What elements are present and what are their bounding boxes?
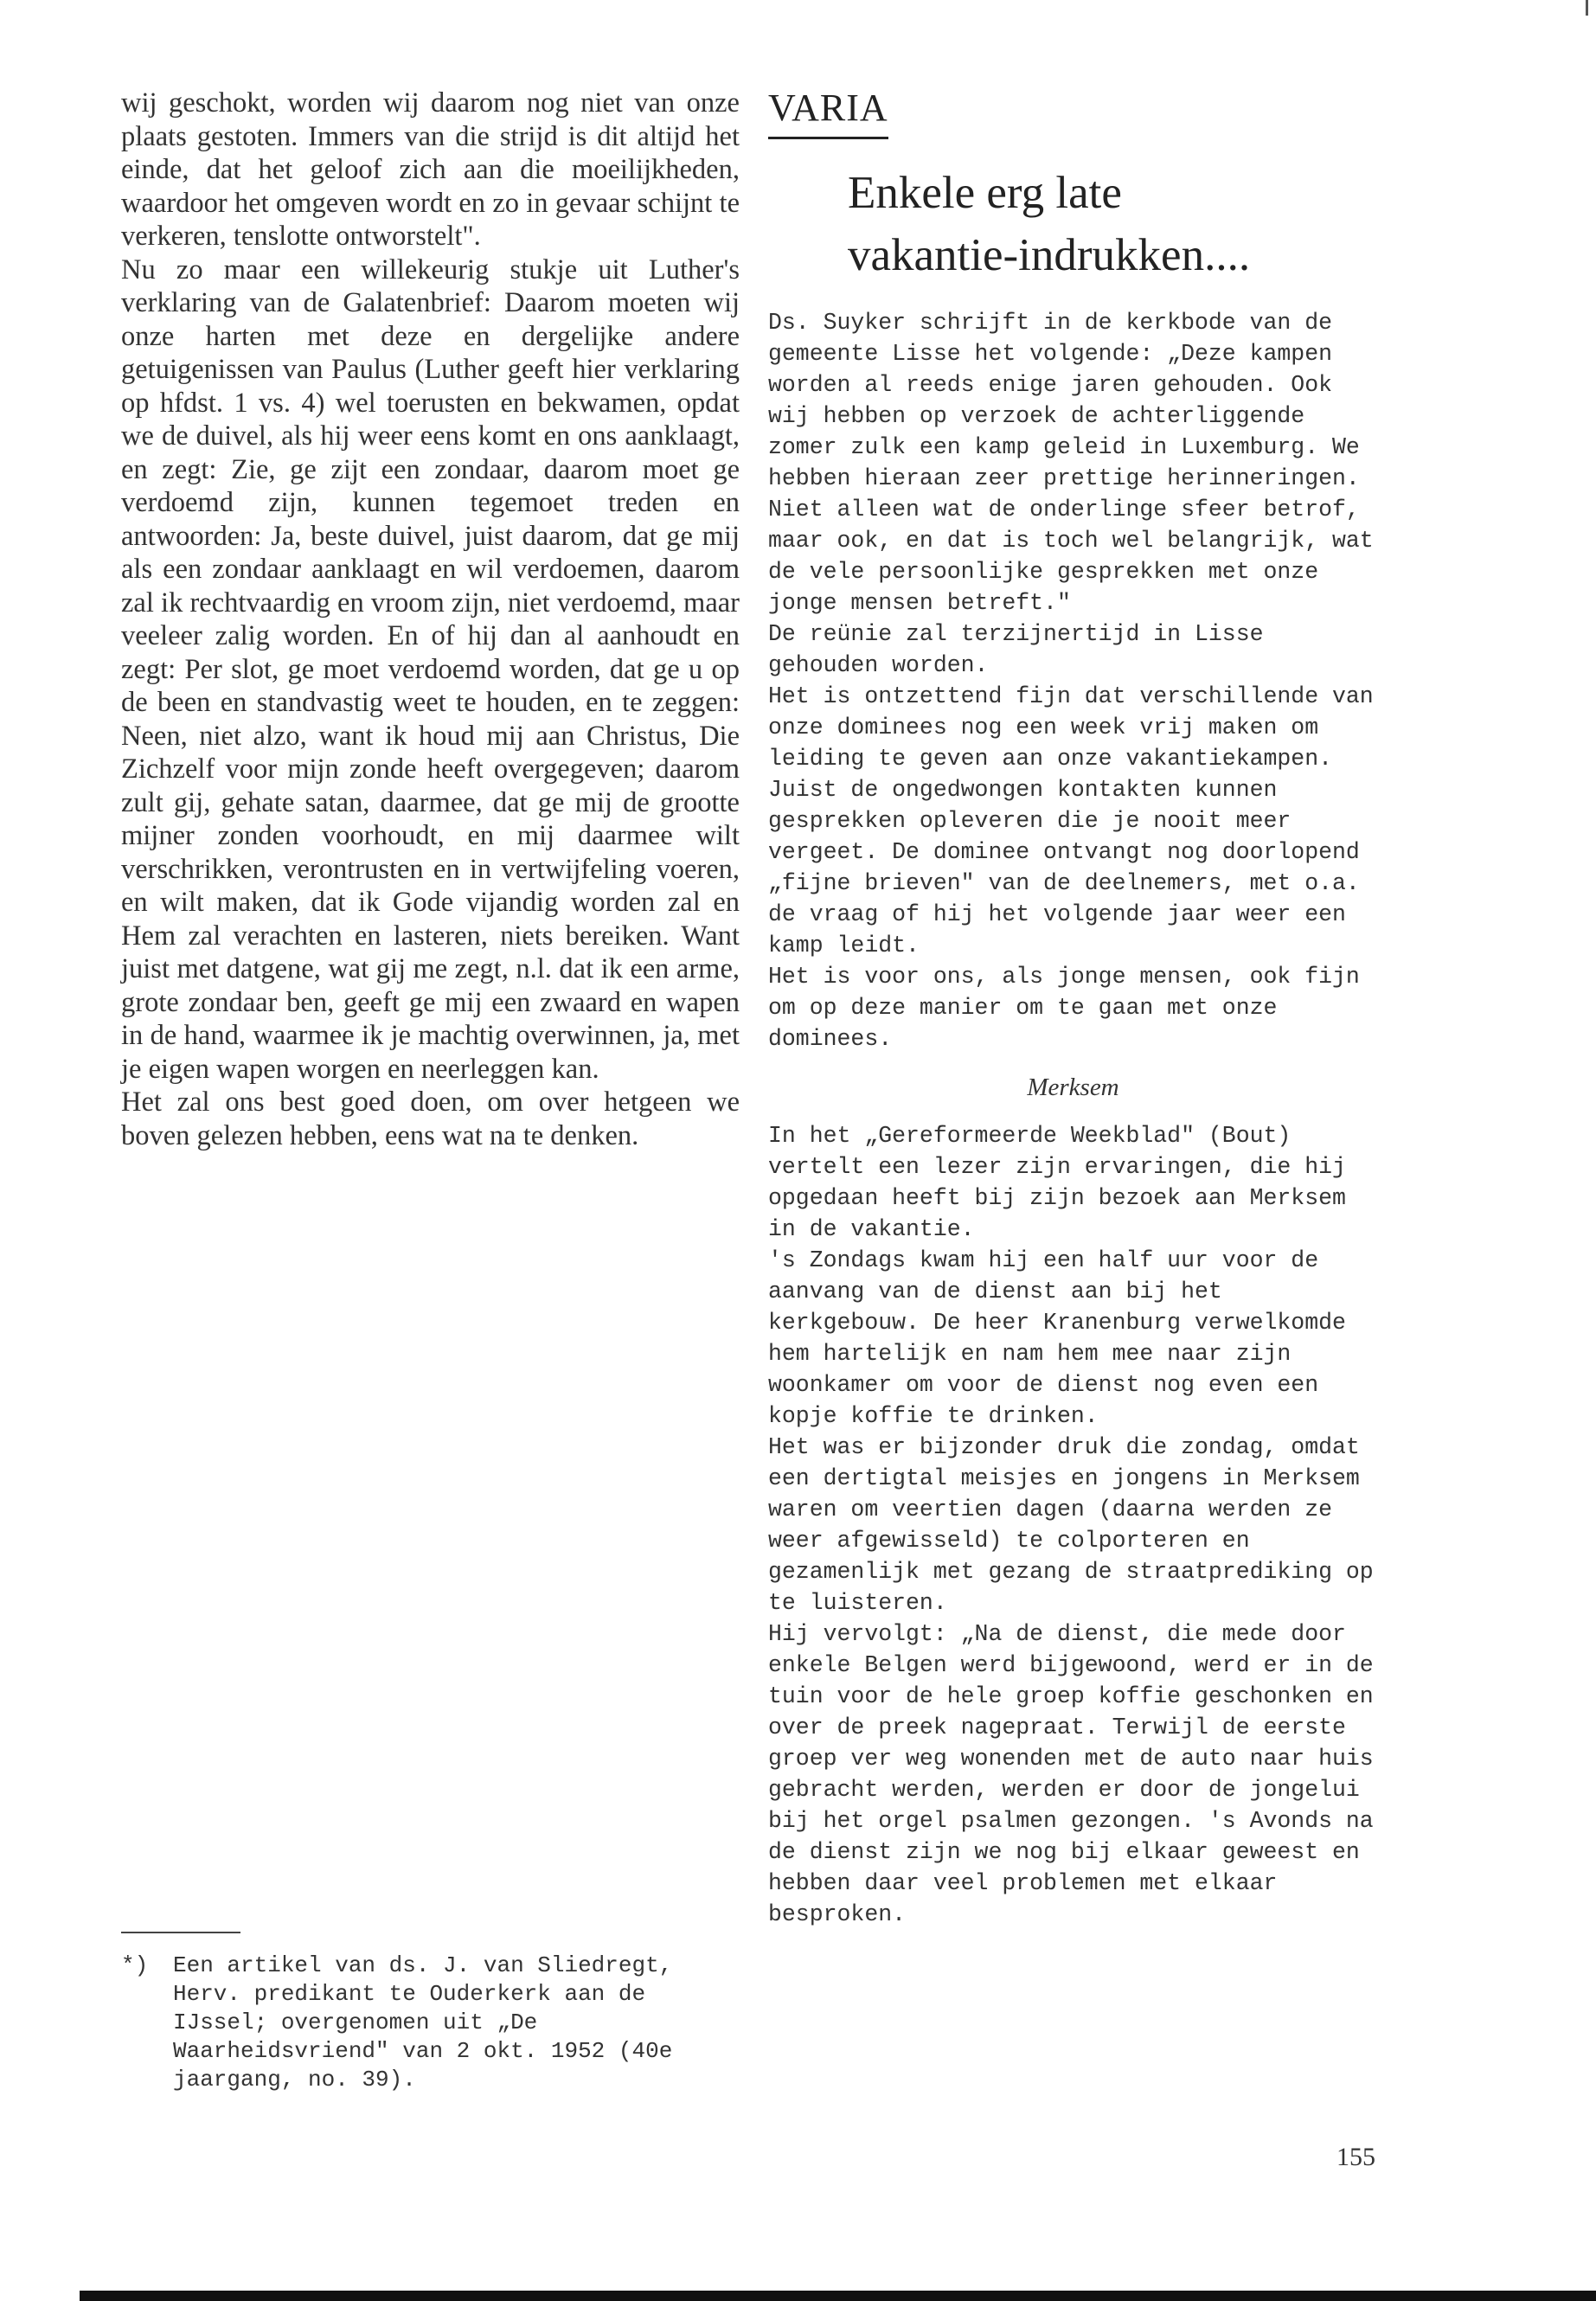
left-paragraph-3: Het zal ons best goed doen, om over hetgeen we boven gelezen hebben, eens wat na te denken. xyxy=(121,1086,740,1151)
article-title-line-2: vakantie-indrukken.... xyxy=(848,230,1251,280)
footnote xyxy=(121,1952,740,2094)
article-title xyxy=(848,162,1378,286)
article-paragraph: Hij vervolgt: „Na de dienst, die mede door enkele Belgen werd bijgewoond, werd er in de tuin voor de hele groep koffie geschonken en over de preek nagepraat. Terwijl de eerste groep ver weg wonenden met de auto naar huis gebracht werden, werden er door de jongelui bij het orgel psalmen gezongen. 's Avonds na de dienst zijn we nog bij elkaar geweest en hebben daar veel problemen met elkaar besproken. xyxy=(768,1621,1374,1927)
article-body xyxy=(768,307,1378,1930)
scan-edge-mark xyxy=(1586,0,1588,16)
article-paragraph: 's Zondags kwam hij een half uur voor de aanvang van de dienst aan bij het kerkgebouw. De heer Kranenburg verwelkomde hem hartelijk en nam hem mee naar zijn woonkamer om voor de dienst nog even een kopje koffie te drinken. xyxy=(768,1247,1346,1429)
article-paragraph: Het is ontzettend fijn dat verschillende van onze dominees nog een week vrij maken om leiding te geven aan onze vakantiekampen. Juist de ongedwongen kontakten kunnen gesprekken opleveren die je nooit meer vergeet. De dominee ontvangt nog doorlopend „fijne brieven" van de deelnemers, met o.a. de vraag of hij het volgende jaar weer een kamp leidt. xyxy=(768,683,1374,958)
footnote-text: Een artikel van ds. J. van Sliedregt, Herv. predikant te Ouderkerk aan de IJssel; overgenomen uit „De Waarheidsvriend" van 2 okt. 1952 (40e jaargang, no. 39). xyxy=(173,1952,673,2093)
article-paragraph: Het is voor ons, als jonge mensen, ook fijn om op deze manier om te gaan met onze dominees. xyxy=(768,964,1360,1052)
left-column xyxy=(121,87,740,1152)
article-paragraph: Ds. Suyker schrijft in de kerkbode van de gemeente Lisse het volgende: „Deze kampen worden al reeds enige jaren gehouden. Ook wij hebben op verzoek de achterliggende zomer zulk een kamp geleid in Luxemburg. We hebben hieraan zeer prettige herinneringen. Niet alleen wat de onderlinge sfeer betrof, maar ook, en dat is toch wel belangrijk, wat de vele persoonlijke gesprekken met onze jonge mensen betreft." xyxy=(768,310,1374,616)
bottom-scan-border xyxy=(80,2291,1596,2301)
footnote-marker: *) xyxy=(121,1952,149,1978)
section-label: VARIA xyxy=(768,87,888,139)
footnote-divider xyxy=(121,1932,240,1933)
subheading-merksem: Merksem xyxy=(1027,1074,1119,1101)
page-number: 155 xyxy=(1336,2143,1375,2171)
article-title-line-1: Enkele erg late xyxy=(848,168,1122,218)
article-paragraph: In het „Gereformeerde Weekblad" (Bout) vertelt een lezer zijn ervaringen, die hij opgedaan heeft bij zijn bezoek aan Merksem in de vakantie. xyxy=(768,1123,1346,1242)
article-paragraph: De reünie zal terzijnertijd in Lisse gehouden worden. xyxy=(768,621,1264,678)
left-paragraph-2: Nu zo maar een willekeurig stukje uit Luther's verklaring van de Galatenbrief: Daarom moeten wij onze harten met deze en dergelijke andere getuigenissen van Paulus (Luther geeft hier verklaring op hfdst. 1 vs. 4) wel toerusten en bekwamen, opdat we de duivel, als hij weer eens komt en ons aanklaagt, en zegt: Zie, ge zijt een zondaar, daarom moet ge verdoemd zijn, kunnen tegemoet treden en antwoorden: Ja, beste duivel, juist daarom, dat ge mij als een zondaar aanklaagt en wil verdoemen, daarom zal ik rechtvaardig en vroom zijn, niet verdoemd, maar veeleer zalig worden. En of hij dan al aanhoudt en zegt: Per slot, ge moet verdoemd worden, dat ge u op de been en standvastig weet te houden, en te zeggen: Neen, niet alzo, want ik houd mij aan Christus, Die Zichzelf voor mijn zonde heeft overgegeven; daarom zult gij, gehate satan, daarmee, dat ge mij de grootte mijner zonden voorhoudt, en mij daarmee wilt verschrikken, verontrusten en in vertwijfeling voeren, en wilt maken, dat ik Gode vijandig worden zal en Hem zal verachten en lasteren, niets bereiken. Want juist met datgene, wat gij me zegt, n.l. dat ik een arme, grote zondaar ben, geeft ge mij een zwaard en wapen in de hand, waarmee ik je machtig overwinnen, ja, met je eigen wapen worgen en neerleggen kan. xyxy=(121,253,740,1085)
right-column xyxy=(768,87,1378,1930)
article-paragraph: Het was er bijzonder druk die zondag, omdat een dertigtal meisjes en jongens in Merksem waren om veertien dagen (daarna werden ze weer afgewisseld) te colporteren en gezamenlijk met gezang de straatprediking op te luisteren. xyxy=(768,1434,1374,1616)
left-paragraph-1: wij geschokt, worden wij daarom nog niet van onze plaats gestoten. Immers van die strijd is dit altijd het einde, dat het geloof zich aan die moeilijkheden, waardoor het omgeven wordt en zo in gevaar schijnt te verkeren, tenslotte ontworstelt". xyxy=(121,87,740,252)
